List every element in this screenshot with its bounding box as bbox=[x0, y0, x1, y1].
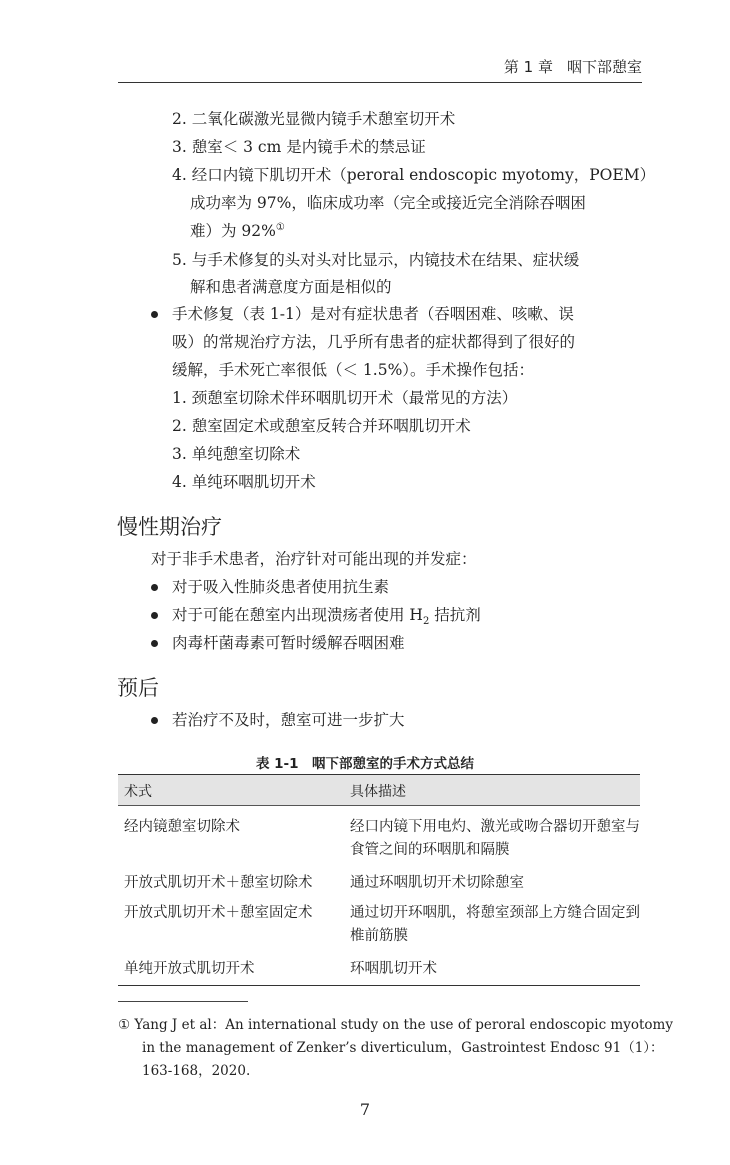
chronic-bullet-2-suffix: 拮抗剂 bbox=[429, 606, 481, 624]
footnote-line3: 163-168，2020. bbox=[142, 1063, 251, 1079]
endoscopic-option-4-line2: 成功率为 97%，临床成功率（完全或接近完全消除吞咽困 bbox=[190, 194, 586, 212]
surgical-option-1: 1. 颈憩室切除术伴环咽肌切开术（最常见的方法） bbox=[172, 389, 518, 407]
table-cell-method: 开放式肌切开术＋憩室固定术 bbox=[124, 905, 313, 921]
table-cell-method: 开放式肌切开术＋憩室切除术 bbox=[124, 875, 313, 891]
endoscopic-option-3: 3. 憩室＜ 3 cm 是内镜手术的禁忌证 bbox=[172, 138, 426, 156]
surgical-repair-line3: 缓解，手术死亡率很低（＜ 1.5%）。手术操作包括： bbox=[172, 361, 535, 379]
table-header-description: 具体描述 bbox=[350, 784, 406, 800]
bullet-icon bbox=[151, 640, 158, 647]
h2-subscript: 2 bbox=[422, 616, 430, 628]
footnote-marker: ① bbox=[275, 221, 285, 233]
option-4-text: 难）为 92% bbox=[190, 222, 276, 240]
section-heading-prognosis: 预后 bbox=[117, 676, 159, 700]
chronic-intro: 对于非手术患者，治疗针对可能出现的并发症： bbox=[151, 550, 477, 568]
chronic-bullet-2-text: 对于可能在憩室内出现溃疡者使用 H bbox=[172, 606, 423, 624]
surgical-option-3: 3. 单纯憩室切除术 bbox=[172, 445, 301, 463]
running-header bbox=[118, 52, 642, 83]
prognosis-bullet-1: 若治疗不及时，憩室可进一步扩大 bbox=[172, 711, 405, 729]
table-header-row bbox=[118, 774, 640, 806]
endoscopic-option-5-line1: 5. 与手术修复的头对头对比显示，内镜技术在结果、症状缓 bbox=[172, 251, 580, 269]
surgical-option-4: 4. 单纯环咽肌切开术 bbox=[172, 473, 316, 491]
table-cell-method: 单纯开放式肌切开术 bbox=[124, 961, 255, 977]
bullet-icon bbox=[151, 584, 158, 591]
chronic-bullet-3: 肉毒杆菌毒素可暂时缓解吞咽困难 bbox=[172, 634, 405, 652]
surgical-repair-line2: 吸）的常规治疗方法，几乎所有患者的症状都得到了很好的 bbox=[172, 333, 576, 351]
endoscopic-option-4-line1: 4. 经口内镜下肌切开术（peroral endoscopic myotomy，POEM） bbox=[172, 166, 656, 184]
page-number: 7 bbox=[359, 1100, 371, 1119]
footnote-divider bbox=[118, 1001, 248, 1002]
surgical-option-2: 2. 憩室固定术或憩室反转合并环咽肌切开术 bbox=[172, 417, 471, 435]
chronic-bullet-2 bbox=[172, 604, 481, 626]
chapter-number: 第 1 章 bbox=[503, 58, 553, 76]
endoscopic-option-4-line3 bbox=[190, 220, 285, 242]
table-cell-description: 通过切开环咽肌，将憩室颈部上方缝合固定到椎前筋膜 bbox=[350, 905, 640, 944]
surgical-repair-line1: 手术修复（表 1-1）是对有症状患者（吞咽困难、咳嗽、误 bbox=[172, 305, 574, 323]
table-caption: 表 1-1 咽下部憩室的手术方式总结 bbox=[255, 756, 475, 772]
table-bottom-rule bbox=[118, 985, 640, 986]
section-heading-chronic: 慢性期治疗 bbox=[117, 515, 222, 539]
table-cell-description: 通过环咽肌切开术切除憩室 bbox=[350, 875, 524, 891]
bullet-icon bbox=[151, 612, 158, 619]
footnote-line1: ① Yang J et al：An international study on the use of peroral endoscopic myotomy bbox=[118, 1017, 673, 1033]
endoscopic-option-2: 2. 二氧化碳激光显微内镜手术憩室切开术 bbox=[172, 110, 456, 128]
bullet-icon bbox=[151, 311, 158, 318]
footnote-line2: in the management of Zenker’s diverticulum，Gastrointest Endosc 91（1）： bbox=[142, 1040, 664, 1056]
chapter-title: 咽下部憩室 bbox=[566, 58, 642, 76]
table-cell-description: 经口内镜下用电灼、激光或吻合器切开憩室与食管之间的环咽肌和隔膜 bbox=[350, 819, 640, 858]
table-cell-description: 环咽肌切开术 bbox=[350, 961, 437, 977]
chronic-bullet-1: 对于吸入性肺炎患者使用抗生素 bbox=[172, 578, 390, 596]
table-cell-method: 经内镜憩室切除术 bbox=[124, 819, 240, 835]
table-header-method: 术式 bbox=[124, 784, 152, 800]
surgery-table bbox=[118, 774, 640, 977]
endoscopic-option-5-line2: 解和患者满意度方面是相似的 bbox=[190, 278, 392, 296]
bullet-icon bbox=[151, 717, 158, 724]
